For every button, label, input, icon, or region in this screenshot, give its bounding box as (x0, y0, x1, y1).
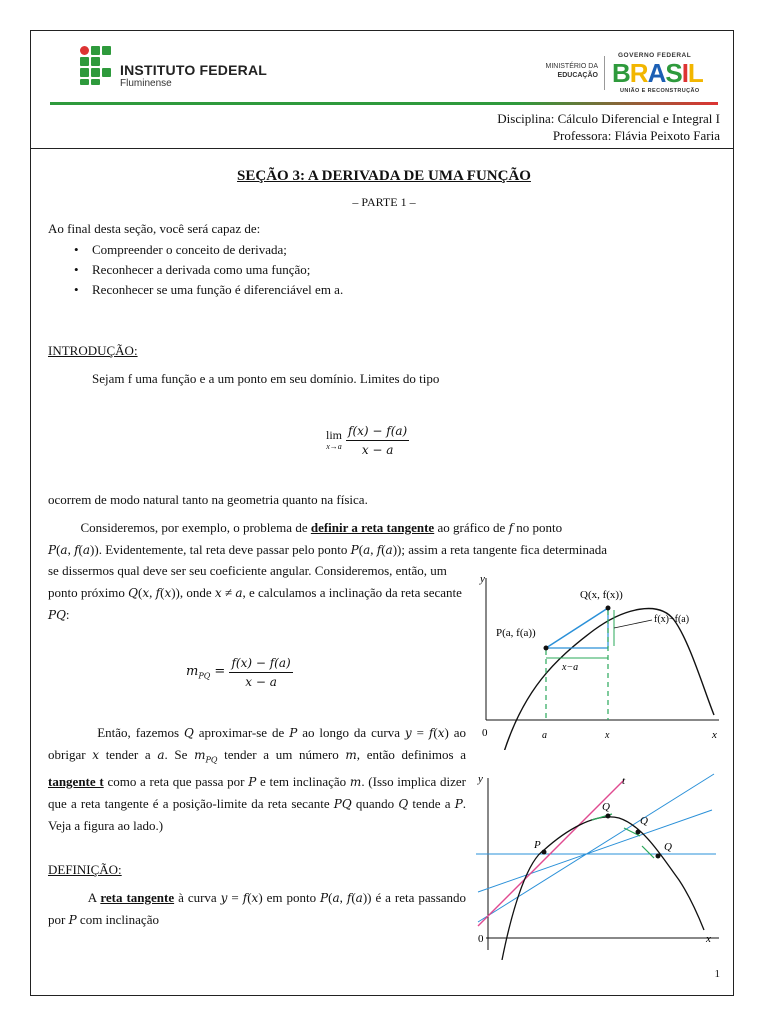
approach-arrow-3 (642, 846, 654, 858)
point-Q2 (636, 830, 641, 835)
paragraph-3-line2: P(a, f(a)). Evidentemente, tal reta deve passar pelo ponto P(a, f(a)); assim a reta tangente fica determinada (48, 542, 608, 557)
discipline: Disciplina: Cálculo Diferencial e Integral I (497, 111, 720, 126)
fig1-Q-label: Q(x, f(x)) (580, 589, 623, 601)
instituto-federal-logo-icon (80, 46, 114, 86)
page-number: 1 (714, 968, 720, 980)
fig2-origin: 0 (478, 933, 484, 945)
section-introducao: INTRODUÇÃO: (48, 343, 138, 358)
fig2-t-label: t (622, 775, 626, 787)
limit-subscript: x→a (326, 441, 342, 451)
ministry-line2: EDUCAÇÃO (557, 72, 598, 79)
point-Q (606, 606, 611, 611)
paragraph-5: A reta tangente à curva y = f(x) em ponto P(a, f(a)) é a reta passando por P com inclinação (48, 890, 467, 927)
page-subtitle: – PARTE 1 – (352, 195, 416, 209)
limit-denominator: x − a (361, 443, 394, 457)
fig2-Q1-label: Q (602, 801, 610, 813)
fig1-x-label: x (712, 729, 717, 741)
slogan: UNIÃO E RECONSTRUÇÃO (620, 88, 700, 94)
objectives-list (74, 242, 343, 302)
header-divider (604, 56, 605, 90)
list-item: • Reconhecer se uma função é diferenciável em a. (74, 282, 343, 302)
professor: Professora: Flávia Peixoto Faria (552, 128, 720, 143)
fig1-P-label: P(a, f(a)) (496, 627, 536, 639)
fig2-Q2-label: Q (640, 815, 648, 827)
fig2-x-label: x (706, 933, 711, 945)
intro-text: Ao final desta seção, você será capaz de: (48, 221, 261, 236)
point-Q3 (656, 854, 661, 859)
paragraph-1: Sejam f uma função e a um ponto em seu domínio. Limites do tipo (92, 371, 440, 386)
limit-formula (326, 424, 409, 457)
fig2-P-label: P (534, 839, 541, 851)
p3-text: Consideremos, por exemplo, o problema de (80, 520, 308, 535)
limit-operator: lim (326, 427, 343, 442)
list-item: • Reconhecer a derivada como uma função; (74, 262, 343, 282)
fig1-run-label: x−a (562, 662, 579, 673)
header-rule (31, 148, 733, 149)
ministry-label (528, 62, 598, 80)
page-title: SEÇÃO 3: A DERIVADA DE UMA FUNÇÃO (237, 168, 531, 184)
slope-lhs: m (186, 664, 199, 680)
campus-name: Fluminense (120, 78, 172, 89)
p4-bold: tangente t (48, 774, 104, 790)
slope-numerator: f(x) − f(a) (229, 656, 292, 673)
ministry-line1: MINISTÉRIO DA (545, 63, 598, 70)
secant-figure (474, 570, 724, 750)
paragraph-3-rest: se dissermos qual deve ser seu coeficiente angular. Consideremos, então, um ponto próximo Q(x, f(x)), onde x ≠ a, e calculamos a inclinação da reta secante PQ: (48, 563, 462, 622)
fig2-Q3-label: Q (664, 841, 672, 853)
tangent-limit-figure (474, 770, 724, 960)
course-info (497, 110, 720, 144)
slope-formula: $m_{PQ}$ = $\frac{f(x) - f(a)}{x - a}$ (186, 656, 291, 689)
fig2-y-label: y (478, 773, 483, 785)
p3-bold: definir a reta tangente (310, 520, 435, 535)
gov-label: GOVERNO FEDERAL (618, 52, 692, 59)
point-P (544, 646, 549, 651)
fig1-a-tick: a (542, 730, 547, 741)
institution-name: INSTITUTO FEDERAL (120, 62, 268, 78)
fig1-rise-label: f(x)−f(a) (654, 614, 690, 625)
point-Q1 (606, 814, 611, 819)
fig1-y-label: y (480, 573, 485, 585)
slope-denominator: x − a (245, 675, 277, 689)
fig1-x-tick: x (605, 730, 610, 741)
paragraph-3-line1: Consideremos, por exemplo, o problema de definir a reta tangente ao gráfico de f no ponto (80, 520, 563, 535)
point-P (542, 850, 547, 855)
secant-line (546, 608, 608, 648)
section-definicao: DEFINIÇÃO: (48, 862, 122, 877)
secant-line-2 (478, 810, 712, 892)
fig1-origin: 0 (482, 727, 488, 739)
brasil-logo: BRASIL (612, 58, 703, 88)
rise-pointer (614, 620, 652, 628)
limit-numerator: f(x) − f(a) (346, 424, 409, 441)
p5-bold: reta tangente (100, 890, 175, 905)
paragraph-4: Então, fazemos Q aproximar-se de P ao longo da curva y = f(x) ao obrigar x tender a a. Se $m_{PQ}$ tender a um número m, então definimos a tangente t como a reta que passa por P e tem inclinação m. (Isso implica dizer que a reta tangente é a posição-limite da reta secante PQ quando Q tende a P. Veja a figura ao lado.) (48, 725, 467, 834)
header-color-bar (50, 102, 718, 105)
paragraph-2: ocorrem de modo natural tanto na geometria quanto na física. (48, 492, 368, 507)
list-item: • Compreender o conceito de derivada; (74, 242, 343, 262)
slope-subscript: PQ (198, 671, 211, 681)
secant-line-1 (478, 774, 714, 922)
